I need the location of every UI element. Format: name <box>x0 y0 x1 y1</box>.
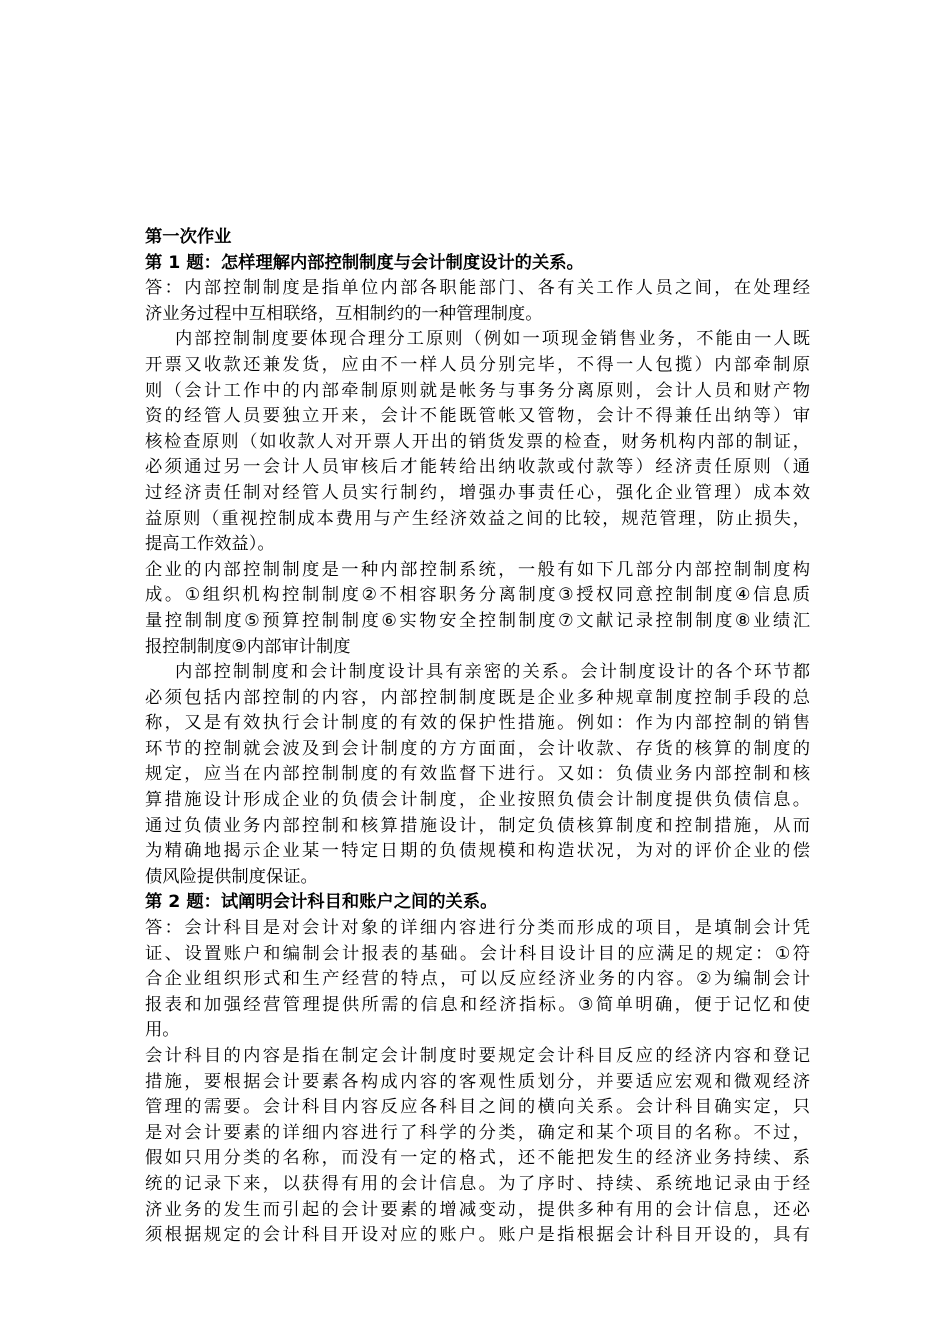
text-line: 假如只用分类的名称，而没有一定的格式，还不能把发生的经济业务持续、系 <box>145 1148 810 1169</box>
text-line: 必须通过另一会计人员审核后才能转给出纳收款或付款等）经济责任原则（通 <box>145 457 810 478</box>
text-line: 环节的控制就会波及到会计制度的方方面面，会计收款、存货的核算的制度的 <box>145 738 810 759</box>
text-line: 规定，应当在内部控制制度的有效监督下进行。又如：负债业务内部控制和核 <box>145 764 810 785</box>
heading-line: 第一次作业 <box>145 227 232 247</box>
text-line: 算措施设计形成企业的负债会计制度，企业按照负债会计制度提供负债信息。 <box>145 790 810 811</box>
text-line: 成。①组织机构控制制度②不相容职务分离制度③授权同意控制制度④信息质 <box>145 585 810 606</box>
heading-line: 第 2 题：试阐明会计科目和账户之间的关系。 <box>145 892 498 913</box>
text-line: 济业务的发生而引起的会计要素的增减变动，提供多种有用的会计信息，还必 <box>145 1199 810 1220</box>
document-page <box>145 225 810 1249</box>
text-line: 答：会计科目是对会计对象的详细内容进行分类而形成的项目，是填制会计凭 <box>145 918 810 939</box>
text-line: 会计科目的内容是指在制定会计制度时要规定会计科目反应的经济内容和登记 <box>145 1046 810 1066</box>
text-line: 是对会计要素的详细内容进行了科学的分类，确定和某个项目的名称。不过， <box>145 1122 810 1143</box>
text-line: 内部控制制度要体现合理分工原则（例如一项现金销售业务，不能由一人既 <box>175 329 810 350</box>
text-line: 资的经管人员要独立开来，会计不能既管帐又管物，会计不得兼任出纳等）审 <box>145 406 810 427</box>
heading-line: 第 1 题：怎样理解内部控制制度与会计制度设计的关系。 <box>145 252 584 273</box>
text-line: 则（会计工作中的内部牵制原则就是帐务与事务分离原则，会计人员和财产物 <box>145 380 810 401</box>
text-line: 报表和加强经营管理提供所需的信息和经济指标。③简单明确，便于记忆和使 <box>145 994 810 1015</box>
text-line: 益原则（重视控制成本费用与产生经济效益之间的比较，规范管理，防止损失， <box>145 508 810 529</box>
text-line: 措施，要根据会计要素各构成内容的客观性质划分，并要适应宏观和微观经济 <box>145 1071 810 1092</box>
text-line: 核检查原则（如收款人对开票人开出的销货发票的检查，财务机构内部的制证， <box>145 431 810 452</box>
text-line: 证、设置账户和编制会计报表的基础。会计科目设计目的应满足的规定：①符 <box>145 943 810 964</box>
text-line: 合企业组织形式和生产经营的特点，可以反应经济业务的内容。②为编制会计 <box>145 969 810 990</box>
text-line: 统的记录下来，以获得有用的会计信息。为了序时、持续、系统地记录由于经 <box>145 1173 810 1194</box>
text-line: 为精确地揭示企业某一特定日期的负债规模和构造状况，为对的评价企业的偿 <box>145 841 810 862</box>
text-line: 称，又是有效执行会计制度的有效的保护性措施。例如：作为内部控制的销售 <box>145 713 810 734</box>
text-line: 管理的需要。会计科目内容反应各科目之间的横向关系。会计科目确实定，只 <box>145 1097 810 1118</box>
text-line: 须根据规定的会计科目开设对应的账户。账户是指根据会计科目开设的，具有 <box>145 1225 810 1246</box>
text-line: 必须包括内部控制的内容，内部控制制度既是企业多种规章制度控制手段的总 <box>145 687 810 708</box>
text-line: 企业的内部控制制度是一种内部控制系统，一般有如下几部分内部控制制度构 <box>145 559 810 580</box>
text-line: 债风险提供制度保证。 <box>145 866 318 887</box>
text-line: 量控制制度⑤预算控制制度⑥实物安全控制制度⑦文献记录控制制度⑧业绩汇 <box>145 610 810 631</box>
text-line: 通过负债业务内部控制和核算措施设计，制定负债核算制度和控制措施，从而 <box>145 815 810 836</box>
text-line: 提高工作效益）。 <box>145 534 275 555</box>
text-line: 过经济责任制对经管人员实行制约，增强办事责任心，强化企业管理）成本效 <box>145 482 810 503</box>
text-line: 内部控制制度和会计制度设计具有亲密的关系。会计制度设计的各个环节都 <box>175 662 810 683</box>
text-line: 用。 <box>145 1020 180 1041</box>
text-line: 答：内部控制制度是指单位内部各职能部门、各有关工作人员之间，在处理经 <box>145 278 810 299</box>
text-line: 济业务过程中互相联络，互相制约的一种管理制度。 <box>145 303 543 324</box>
text-line: 报控制制度⑨内部审计制度 <box>145 636 351 657</box>
text-line: 开票又收款还兼发货，应由不一样人员分别完毕，不得一人包揽）内部牵制原 <box>145 354 810 375</box>
